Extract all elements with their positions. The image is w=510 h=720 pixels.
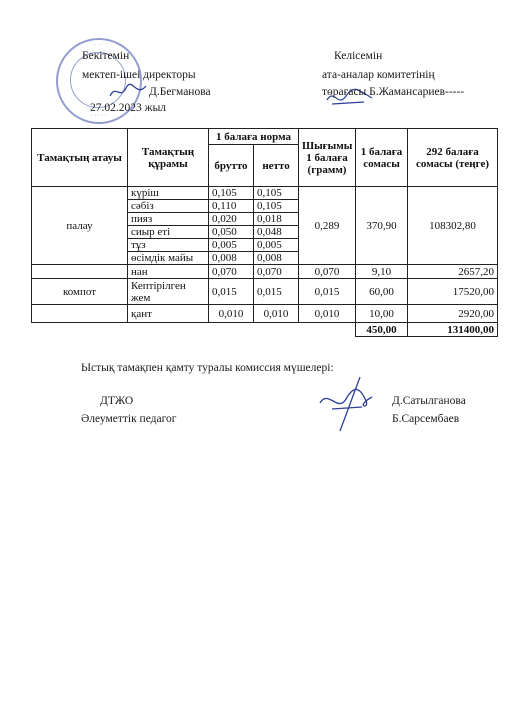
- bread-cost-one: 9,10: [356, 265, 408, 279]
- kompot-output: 0,015: [299, 279, 356, 305]
- col-cost-all-header: 292 балаға сомасы (теңге): [408, 129, 498, 187]
- director-signature: [108, 80, 148, 102]
- dish-palau: палау: [32, 187, 128, 265]
- director-title: мектеп-ішеі директоры: [82, 69, 196, 81]
- total-spacer: [32, 323, 356, 337]
- ingredient-name: нан: [128, 265, 209, 279]
- agree-label: Келісемін: [334, 50, 383, 62]
- kompot-cost-all: 17520,00: [408, 279, 498, 305]
- palau-output: 0,289: [299, 187, 356, 265]
- ingredient-netto: 0,105: [254, 200, 299, 213]
- total-cost-all: 131400,00: [408, 323, 498, 337]
- commission-role-1: ДТЖО: [100, 395, 134, 407]
- ingredient-brutto: 0,008: [209, 252, 254, 265]
- col-cost-one-header: 1 балаға сомасы: [356, 129, 408, 187]
- stamp-text-bottom: · · · · ·: [91, 113, 107, 119]
- col-brutto-header: брутто: [209, 145, 254, 187]
- committee-chair: төрағасы Б.Жамансариев-----: [322, 86, 465, 98]
- ingredient-netto: 0,018: [254, 213, 299, 226]
- menu-table: [31, 128, 498, 337]
- sugar-output: 0,010: [299, 305, 356, 323]
- table-row: [32, 265, 498, 279]
- commission-role-2: Әлеуметтік педагог: [81, 413, 177, 425]
- commission-name-1: Д.Сатылганова: [392, 395, 466, 407]
- ingredient-netto: 0,010: [254, 305, 299, 323]
- commission-title: Ыстық тамақпен қамту туралы комиссия мүшелері:: [81, 362, 334, 374]
- sugar-cost-one: 10,00: [356, 305, 408, 323]
- ingredient-netto: 0,015: [254, 279, 299, 305]
- table-row: [32, 279, 498, 305]
- empty-cell: [32, 265, 128, 279]
- ingredient-name: өсімдік майы: [128, 252, 209, 265]
- ingredient-brutto: 0,015: [209, 279, 254, 305]
- empty-cell: [32, 305, 128, 323]
- ingredient-netto: 0,105: [254, 187, 299, 200]
- dish-kompot: компот: [32, 279, 128, 305]
- kompot-cost-one: 60,00: [356, 279, 408, 305]
- ingredient-brutto: 0,005: [209, 239, 254, 252]
- col-output-header: Шығымы 1 балаға (грамм): [299, 129, 356, 187]
- table-row: [32, 305, 498, 323]
- stamp-text-top: · · · · ·: [91, 42, 107, 48]
- ingredient-netto: 0,005: [254, 239, 299, 252]
- commission-name-2: Б.Сарсембаев: [392, 413, 460, 425]
- ingredient-name: қант: [128, 305, 209, 323]
- director-name: Д.Бегманова: [149, 86, 211, 98]
- ingredient-name: тұз: [128, 239, 209, 252]
- palau-cost-one: 370,90: [356, 187, 408, 265]
- ingredient-netto: 0,008: [254, 252, 299, 265]
- ingredient-name: Кептірілген жем: [128, 279, 209, 305]
- total-row: [32, 323, 498, 337]
- ingredient-brutto: 0,070: [209, 265, 254, 279]
- ingredient-brutto: 0,020: [209, 213, 254, 226]
- ingredient-brutto: 0,105: [209, 187, 254, 200]
- sugar-cost-all: 2920,00: [408, 305, 498, 323]
- col-netto-header: нетто: [254, 145, 299, 187]
- ingredient-name: пияз: [128, 213, 209, 226]
- bread-output: 0,070: [299, 265, 356, 279]
- ingredient-name: сиыр еті: [128, 226, 209, 239]
- ingredient-netto: 0,048: [254, 226, 299, 239]
- ingredient-brutto: 0,110: [209, 200, 254, 213]
- palau-cost-all: 108302,80: [408, 187, 498, 265]
- col-composition-header: Тамақтың құрамы: [128, 129, 209, 187]
- approve-label: Бекітемін: [82, 50, 130, 62]
- col-norm-header: 1 балаға норма: [209, 129, 299, 145]
- approve-date: 27.02.2023 жыл: [90, 102, 167, 114]
- table-row: [32, 187, 498, 200]
- ingredient-brutto: 0,010: [209, 305, 254, 323]
- commission-signature: [314, 373, 384, 435]
- total-cost-one: 450,00: [356, 323, 408, 337]
- bread-cost-all: 2657,20: [408, 265, 498, 279]
- ingredient-name: күріш: [128, 187, 209, 200]
- ingredient-brutto: 0,050: [209, 226, 254, 239]
- col-dish-header: Тамақтың атауы: [32, 129, 128, 187]
- committee-title: ата-аналар комитетінің: [322, 69, 435, 81]
- ingredient-name: сәбіз: [128, 200, 209, 213]
- ingredient-netto: 0,070: [254, 265, 299, 279]
